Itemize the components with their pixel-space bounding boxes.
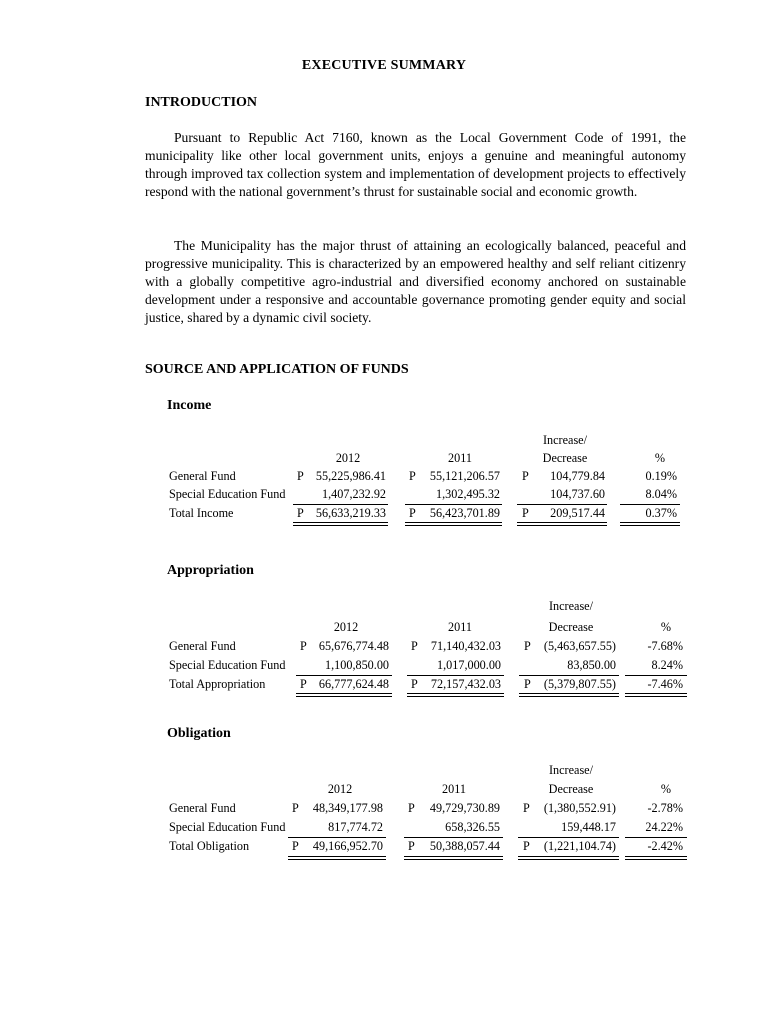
income-col-2012: 2012 [335,451,361,465]
income-2011-value: 1,302,495.32 [436,487,500,501]
income-change-value: 104,737.60 [550,487,605,501]
obligation-col-pct: % [660,782,672,796]
peso-sign: P [524,639,531,653]
income-pct-value: 0.37% [645,506,677,520]
peso-sign: P [523,801,530,815]
appropriation-2012-value: 66,777,624.48 [318,677,389,691]
appropriation-2012-value: 1,100,850.00 [325,658,389,672]
subtotal-rule [296,675,392,676]
subtotal-rule [293,504,388,505]
obligation-2012-value: 48,349,177.98 [312,801,383,815]
obligation-row-label: General Fund [169,801,236,815]
income-2012-value: 55,225,986.41 [315,469,386,483]
obligation-change-value: (1,380,552.91) [543,801,616,815]
appropriation-col-change-1: Increase/ [549,599,593,613]
peso-sign: P [292,801,299,815]
income-row-label: General Fund [169,469,236,483]
subtotal-rule [405,504,502,505]
total-double-rule [293,522,388,526]
obligation-col-change-1: Increase/ [549,763,593,777]
obligation-2012-value: 49,166,952.70 [312,839,383,853]
peso-sign: P [411,639,418,653]
peso-sign: P [522,506,529,520]
appropriation-col-2011: 2011 [448,620,472,634]
peso-sign: P [524,677,531,691]
peso-sign: P [408,801,415,815]
appropriation-heading: Appropriation [167,563,254,578]
funds-heading: SOURCE AND APPLICATION OF FUNDS [145,362,409,377]
document-title: EXECUTIVE SUMMARY [301,58,467,73]
appropriation-2011-value: 72,157,432.03 [430,677,501,691]
subtotal-rule [625,837,687,838]
intro-paragraph-2: The Municipality has the major thrust of attaining an ecologically balanced, peaceful and progressive municipality. This is characterized by an empowered healthy and self reliant citizenry with a globally competitive agro-industrial and diversified economy anchored on sustainable development under a responsive and accountable governance promoting gender equity and social justice, shared by a dynamic civil society. [145,238,686,325]
peso-sign: P [522,469,529,483]
obligation-2011-value: 49,729,730.89 [429,801,500,815]
obligation-2011-value: 658,326.55 [445,820,500,834]
income-col-change-2: Decrease [542,451,588,465]
total-double-rule [288,856,386,860]
income-pct-value: 0.19% [645,469,677,483]
total-double-rule [625,856,687,860]
peso-sign: P [297,506,304,520]
appropriation-row-label: Total Appropriation [169,677,266,691]
peso-sign: P [409,506,416,520]
subtotal-rule [625,675,687,676]
introduction-heading: INTRODUCTION [145,95,258,110]
income-change-value: 209,517.44 [550,506,605,520]
income-heading: Income [167,398,212,413]
income-col-pct: % [654,451,666,465]
obligation-row-label: Special Education Fund [169,820,286,834]
total-double-rule [518,856,619,860]
obligation-heading: Obligation [167,726,231,741]
income-row-label: Special Education Fund [169,487,286,501]
subtotal-rule [517,504,607,505]
income-2012-value: 56,633,219.33 [315,506,386,520]
subtotal-rule [404,837,503,838]
obligation-pct-value: -2.42% [647,839,683,853]
peso-sign: P [292,839,299,853]
appropriation-col-pct: % [660,620,672,634]
total-double-rule [407,693,504,697]
total-double-rule [404,856,503,860]
obligation-change-value: 159,448.17 [561,820,616,834]
obligation-2012-value: 817,774.72 [328,820,383,834]
peso-sign: P [300,677,307,691]
appropriation-change-value: (5,379,807.55) [543,677,616,691]
obligation-pct-value: -2.78% [647,801,683,815]
appropriation-change-value: (5,463,657.55) [543,639,616,653]
income-2012-value: 1,407,232.92 [322,487,386,501]
income-change-value: 104,779.84 [550,469,605,483]
peso-sign: P [300,639,307,653]
total-double-rule [620,522,680,526]
peso-sign: P [411,677,418,691]
appropriation-col-2012: 2012 [333,620,359,634]
appropriation-row-label: General Fund [169,639,236,653]
appropriation-col-change-2: Decrease [548,620,594,634]
appropriation-pct-value: -7.46% [647,677,683,691]
obligation-change-value: (1,221,104.74) [543,839,616,853]
subtotal-rule [620,504,680,505]
total-double-rule [405,522,502,526]
appropriation-2011-value: 71,140,432.03 [430,639,501,653]
appropriation-pct-value: 8.24% [651,658,683,672]
income-2011-value: 56,423,701.89 [429,506,500,520]
appropriation-pct-value: -7.68% [647,639,683,653]
peso-sign: P [297,469,304,483]
appropriation-2012-value: 65,676,774.48 [318,639,389,653]
income-col-change-1: Increase/ [543,433,587,447]
total-double-rule [625,693,687,697]
intro-paragraph-1: Pursuant to Republic Act 7160, known as the Local Government Code of 1991, the municipality like other local government units, enjoys a genuine and meaningful autonomy through improved tax collection system and implementation of development projects to effectively respond with the national government’s thrust for sustainable social and economic growth. [145,130,686,199]
total-double-rule [296,693,392,697]
obligation-row-label: Total Obligation [169,839,250,853]
subtotal-rule [518,837,619,838]
obligation-col-2011: 2011 [442,782,466,796]
subtotal-rule [407,675,504,676]
income-2011-value: 55,121,206.57 [429,469,500,483]
appropriation-change-value: 83,850.00 [567,658,616,672]
subtotal-rule [288,837,386,838]
peso-sign: P [523,839,530,853]
obligation-col-change-2: Decrease [548,782,594,796]
appropriation-row-label: Special Education Fund [169,658,286,672]
peso-sign: P [408,839,415,853]
income-pct-value: 8.04% [645,487,677,501]
subtotal-rule [519,675,619,676]
obligation-pct-value: 24.22% [645,820,683,834]
income-col-2011: 2011 [448,451,472,465]
obligation-col-2012: 2012 [327,782,353,796]
appropriation-2011-value: 1,017,000.00 [437,658,501,672]
obligation-2011-value: 50,388,057.44 [429,839,500,853]
total-double-rule [519,693,619,697]
peso-sign: P [409,469,416,483]
total-double-rule [517,522,607,526]
income-row-label: Total Income [169,506,234,520]
